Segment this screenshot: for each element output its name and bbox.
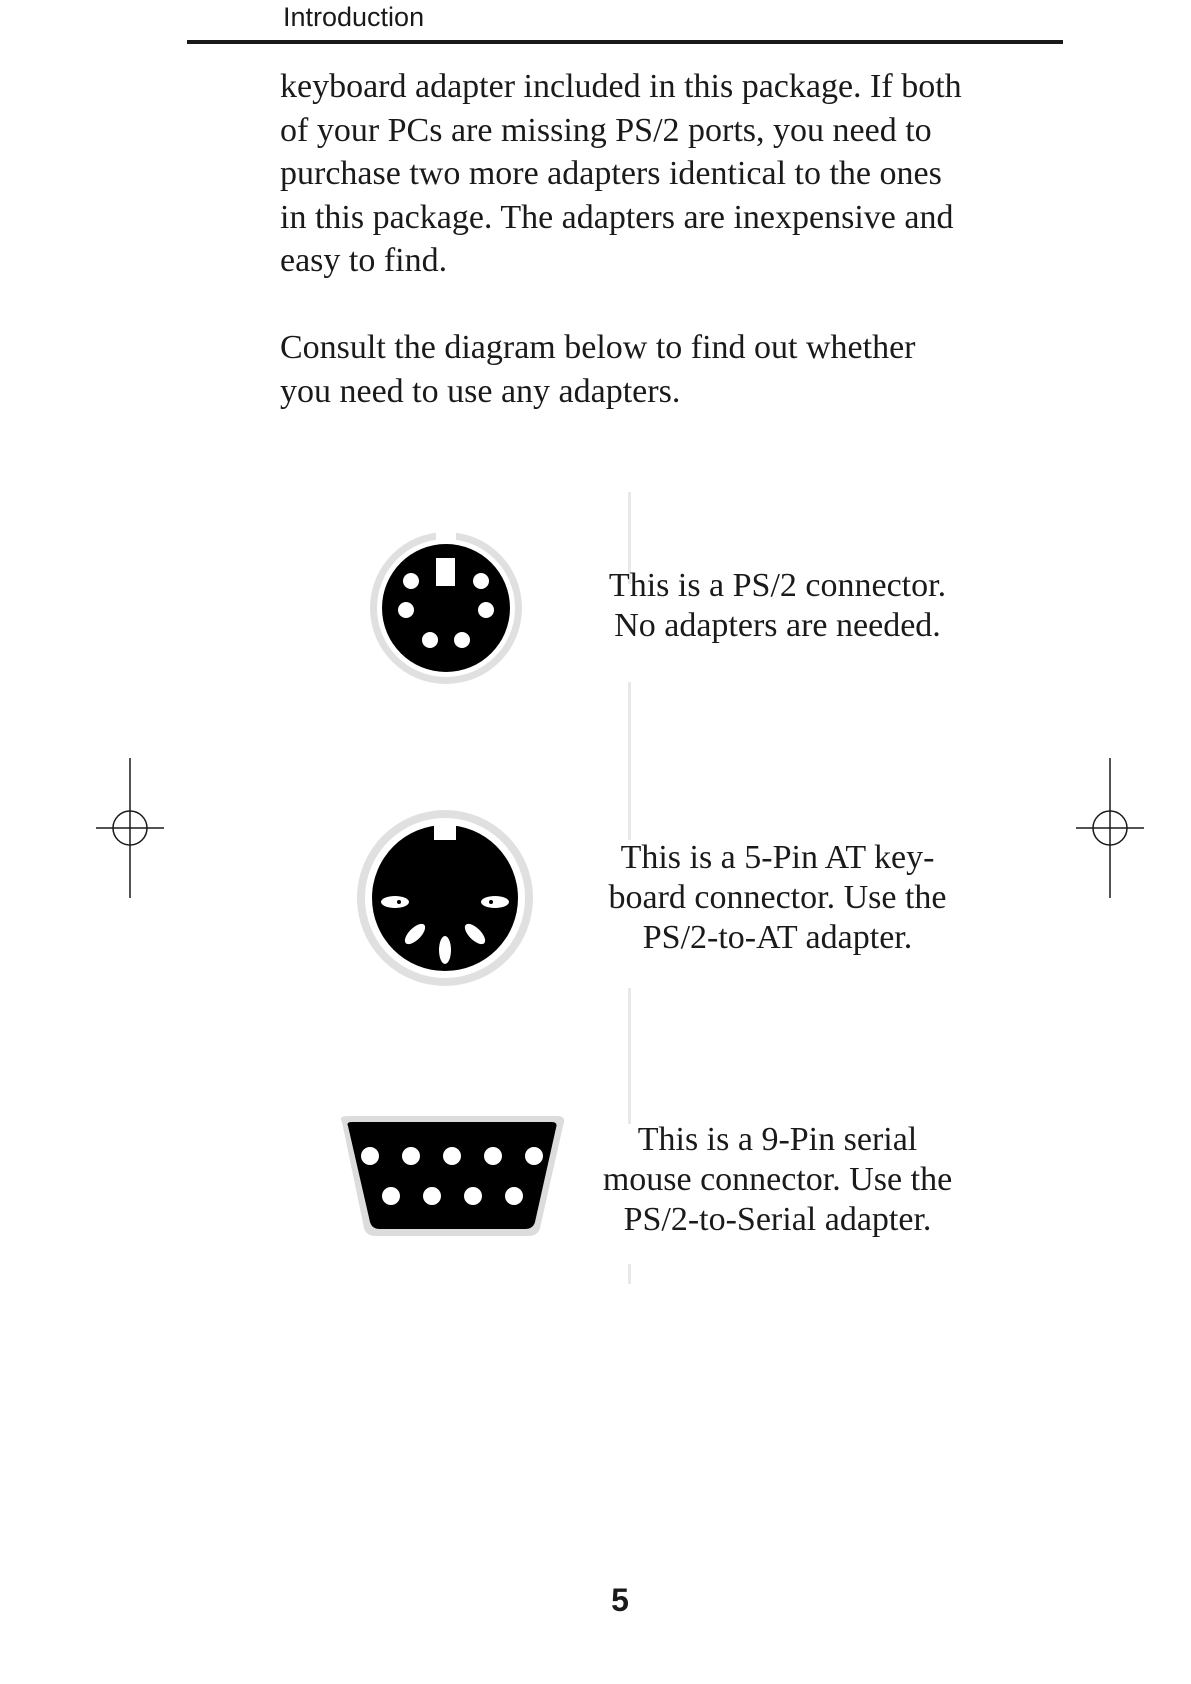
caption-line: This is a 5-Pin AT key- bbox=[620, 839, 935, 876]
paragraph-line: Consult the diagram below to find out whether bbox=[280, 329, 916, 366]
registration-mark-icon bbox=[96, 758, 166, 898]
ps2-connector-icon bbox=[366, 528, 526, 688]
header-rule bbox=[187, 40, 1063, 44]
paragraph-line: in this package. The adapters are inexpensive and bbox=[280, 198, 954, 236]
5-pin-caption bbox=[580, 838, 975, 958]
caption-line: This is a PS/2 connector. bbox=[608, 567, 947, 604]
5-pin-din-connector-icon bbox=[355, 802, 535, 992]
diagram-divider bbox=[628, 682, 631, 840]
9-pin-caption bbox=[580, 1120, 975, 1240]
paragraph-adapters bbox=[280, 65, 1000, 283]
paragraph-line: easy to find. bbox=[280, 242, 448, 279]
9-pin-serial-connector-icon bbox=[330, 1112, 575, 1242]
paragraph-line: purchase two more adapters identical to the ones bbox=[280, 155, 942, 192]
paragraph-line: of your PCs are missing PS/2 ports, you need to bbox=[280, 111, 932, 149]
caption-line: board connector. Use the bbox=[608, 879, 947, 916]
caption-line: PS/2-to-AT adapter. bbox=[642, 919, 913, 956]
caption-line: No adapters are needed. bbox=[614, 607, 941, 644]
caption-line: PS/2-to-Serial adapter. bbox=[623, 1201, 932, 1238]
paragraph-line: keyboard adapter included in this package. If both bbox=[280, 68, 962, 105]
caption-line: mouse connector. Use the bbox=[602, 1161, 953, 1198]
paragraph-line: you need to use any adapters. bbox=[280, 372, 681, 410]
page-number: 5 bbox=[611, 1582, 629, 1618]
caption-line: This is a 9-Pin serial bbox=[637, 1121, 918, 1158]
ps2-caption bbox=[580, 566, 975, 646]
registration-mark-icon bbox=[1074, 758, 1144, 898]
diagram-divider bbox=[628, 988, 631, 1124]
diagram-divider bbox=[628, 1264, 631, 1284]
paragraph-consult-diagram bbox=[280, 326, 1000, 413]
running-header: Introduction bbox=[283, 2, 425, 32]
